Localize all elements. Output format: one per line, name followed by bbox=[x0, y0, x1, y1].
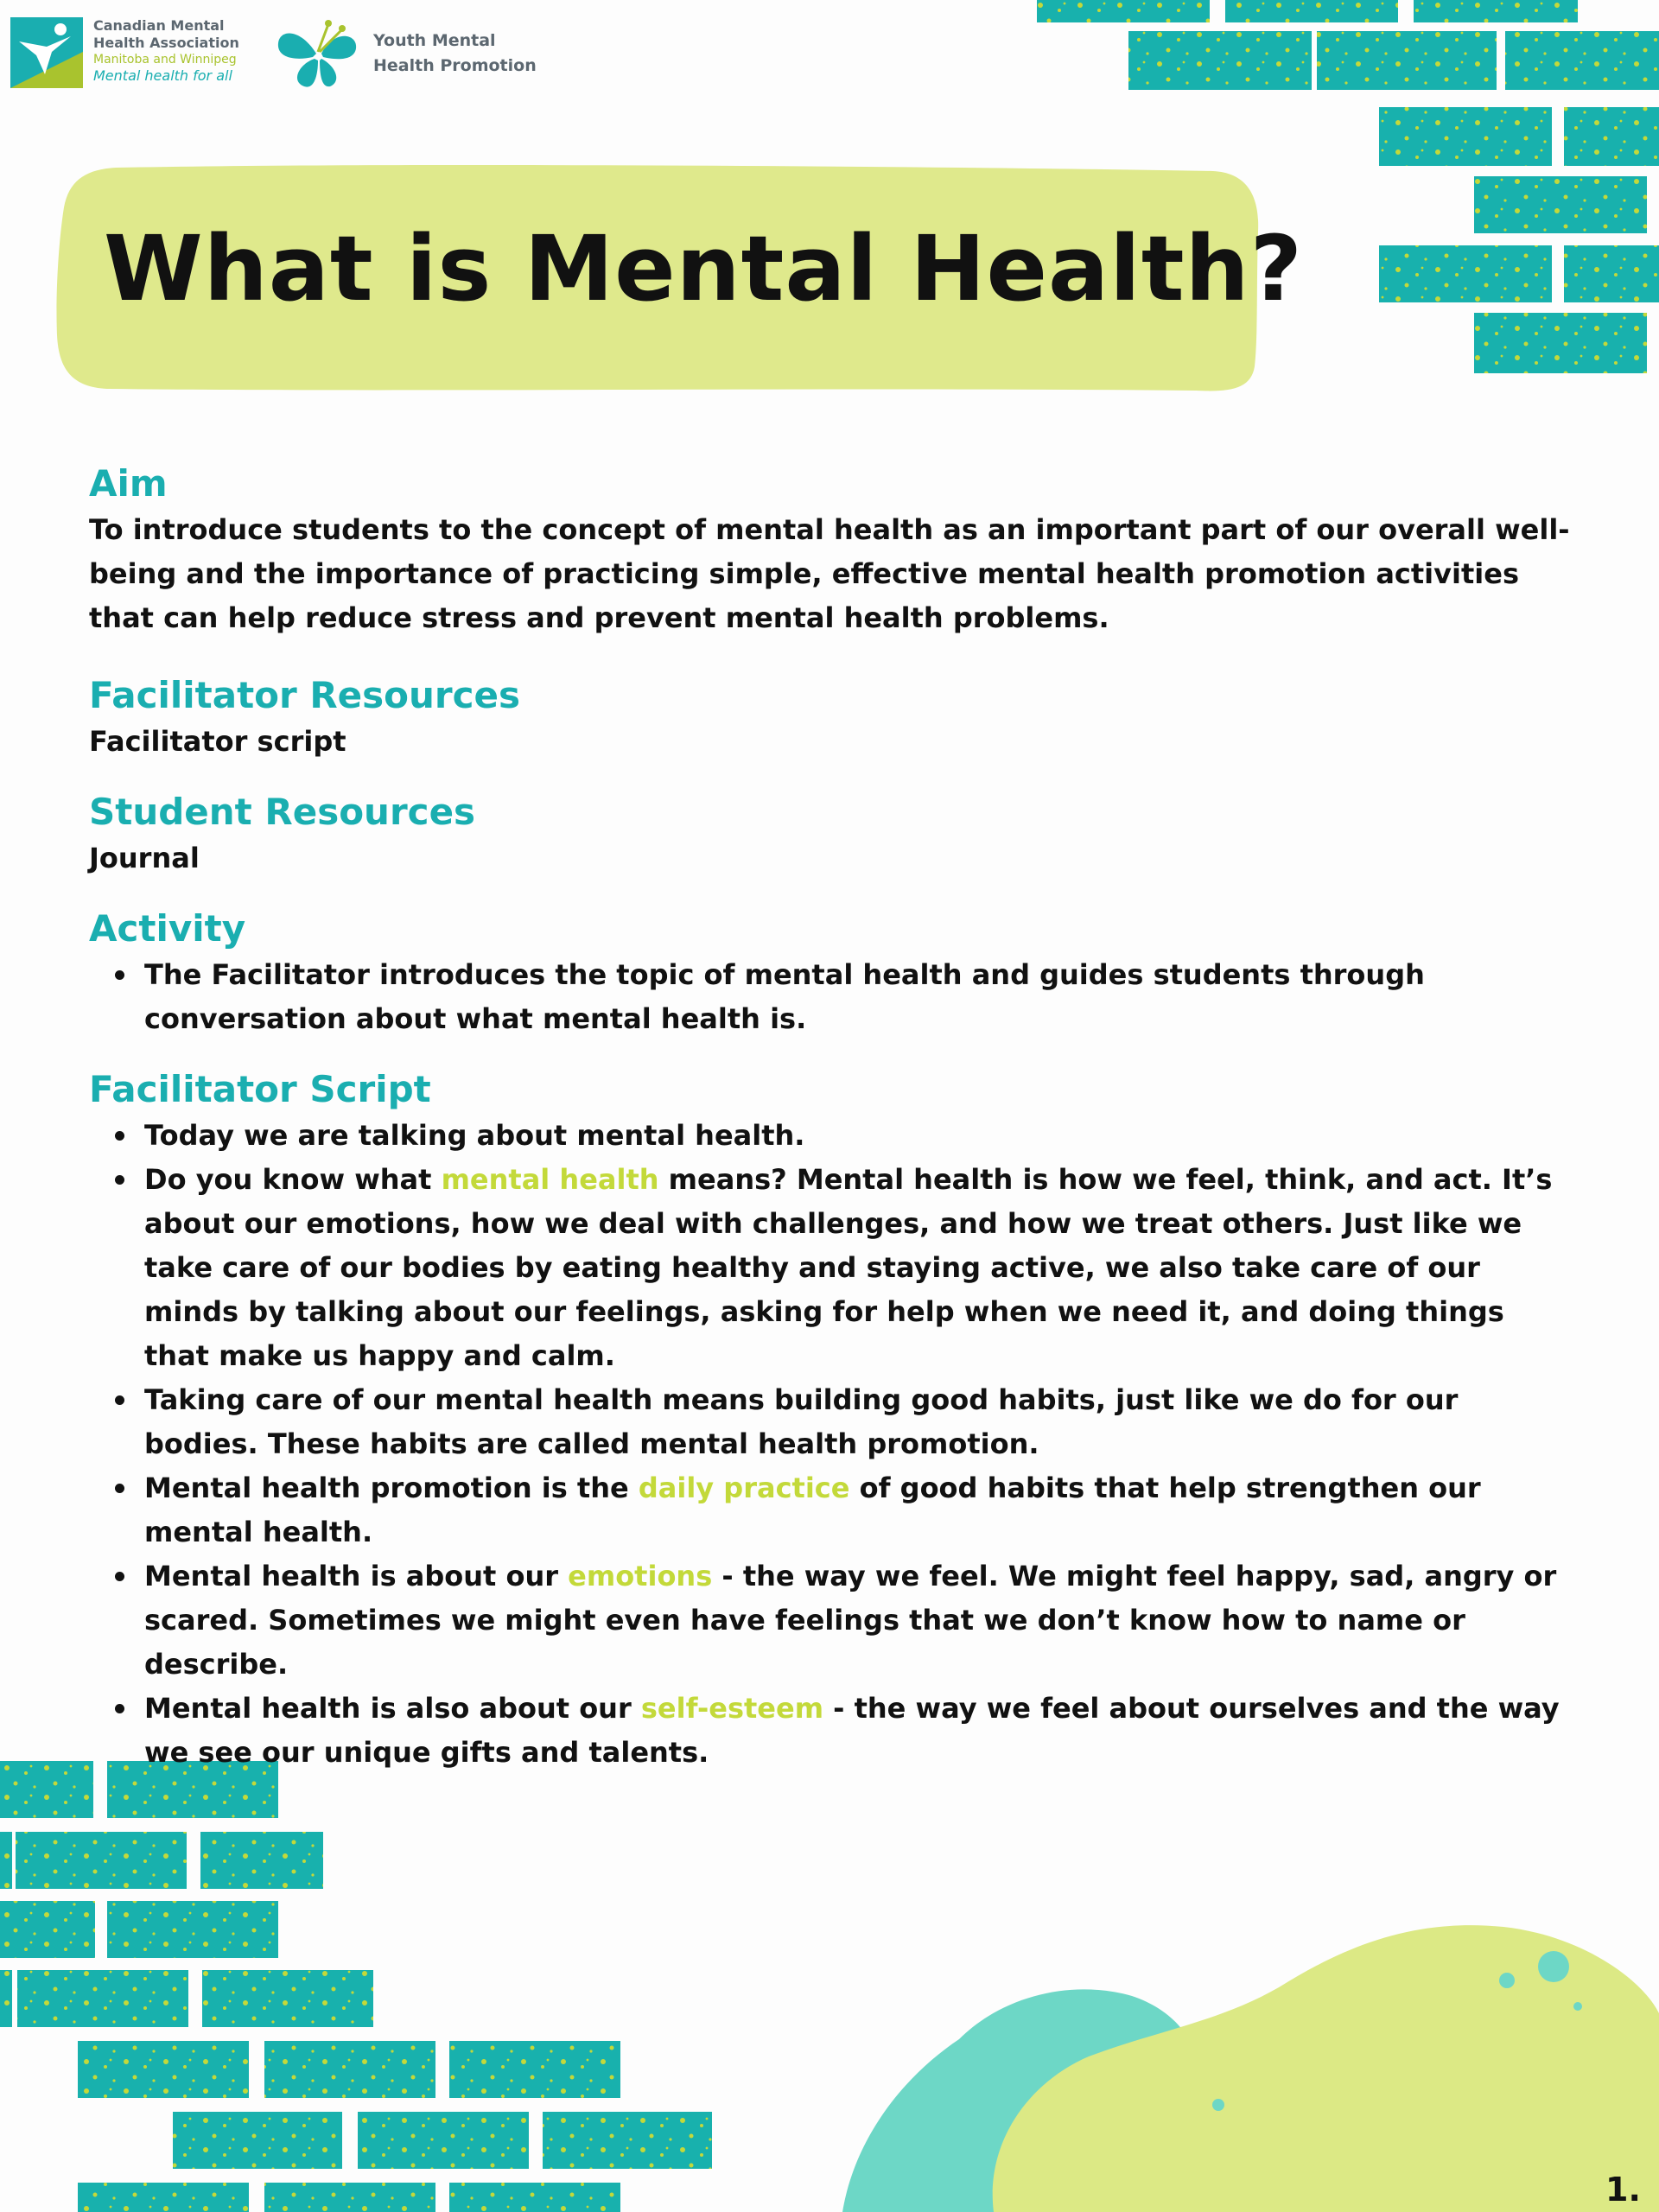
teal-dot bbox=[1499, 1973, 1515, 1988]
list-item bbox=[144, 1687, 1575, 1775]
program-name-line2: Health Promotion bbox=[373, 56, 537, 75]
youth-program-logo bbox=[273, 17, 537, 90]
script-text: - the way we feel. We might feel happy, sad, angry or scared. Sometimes we might even have feelings that we don’t know how to name or describe. bbox=[144, 1560, 1557, 1681]
title-banner bbox=[55, 162, 1303, 394]
student-resources-heading: Student Resources bbox=[89, 791, 476, 833]
page-title: What is Mental Health? bbox=[104, 216, 1303, 321]
script-text: Today we are talking about mental health. bbox=[144, 1119, 805, 1152]
script-text: Taking care of our mental health means building good habits, just like we do for our bodies. These habits are called mental health promotion. bbox=[144, 1383, 1459, 1460]
script-text: of good habits that help strengthen our mental health. bbox=[144, 1471, 1481, 1548]
aim-text: To introduce students to the concept of mental health as an important part of our overall well-being and the importance of practicing simple, effective mental health promotion activities that can help reduce stress and prevent mental health problems. bbox=[89, 513, 1570, 634]
script-text: Mental health is about our bbox=[144, 1560, 569, 1592]
cmha-figure-icon bbox=[10, 17, 83, 88]
cmha-logo bbox=[10, 17, 239, 88]
aim-heading: Aim bbox=[89, 462, 168, 505]
script-text: Do you know what bbox=[144, 1163, 442, 1196]
page-number: 1. bbox=[1605, 2171, 1641, 2209]
facilitator-resources-text: Facilitator script bbox=[89, 725, 346, 758]
script-text: Mental health is also about our bbox=[144, 1692, 641, 1725]
teal-dot bbox=[1538, 1951, 1569, 1982]
org-name-line1: Canadian Mental bbox=[93, 17, 225, 34]
list-item bbox=[144, 1114, 1575, 1158]
script-text: means? Mental health is how we feel, think, and act. It’s about our emotions, how we deal with challenges, and how we treat others. Just like we take care of our bodies by eating healthy and staying active, we also take care of our minds by talking about our feelings, asking for help when we need it, and doing things that make us happy and calm. bbox=[144, 1163, 1553, 1372]
script-text: - the way we feel about ourselves and the way we see our unique gifts and talents. bbox=[144, 1692, 1560, 1769]
script-text: Mental health promotion is the bbox=[144, 1471, 639, 1504]
highlight-term: mental health bbox=[441, 1163, 659, 1196]
facilitator-resources-heading: Facilitator Resources bbox=[89, 674, 521, 716]
activity-list bbox=[89, 953, 1575, 1041]
highlight-term: self-esteem bbox=[640, 1692, 824, 1725]
list-item bbox=[144, 1554, 1575, 1687]
activity-heading: Activity bbox=[89, 907, 246, 950]
butterfly-icon bbox=[273, 17, 363, 90]
org-name-line2: Health Association bbox=[93, 35, 239, 51]
list-item: The Facilitator introduces the topic of mental health and guides students through conversation about what mental health is. bbox=[144, 953, 1575, 1041]
brick-wall-bottom-left bbox=[0, 1761, 712, 2212]
highlight-term: emotions bbox=[568, 1560, 713, 1592]
lesson-content bbox=[89, 460, 1575, 1775]
teal-dot bbox=[1212, 2099, 1224, 2111]
student-resources-text: Journal bbox=[89, 842, 200, 874]
list-item bbox=[144, 1466, 1575, 1554]
facilitator-script-list bbox=[89, 1114, 1575, 1775]
org-region: Manitoba and Winnipeg bbox=[93, 53, 237, 67]
list-item bbox=[144, 1378, 1575, 1466]
teal-dot bbox=[1573, 2002, 1582, 2011]
highlight-term: daily practice bbox=[638, 1471, 850, 1504]
facilitator-script-heading: Facilitator Script bbox=[89, 1068, 431, 1110]
list-item bbox=[144, 1158, 1575, 1378]
org-tagline: Mental health for all bbox=[93, 67, 232, 84]
program-name-line1: Youth Mental bbox=[373, 31, 496, 50]
